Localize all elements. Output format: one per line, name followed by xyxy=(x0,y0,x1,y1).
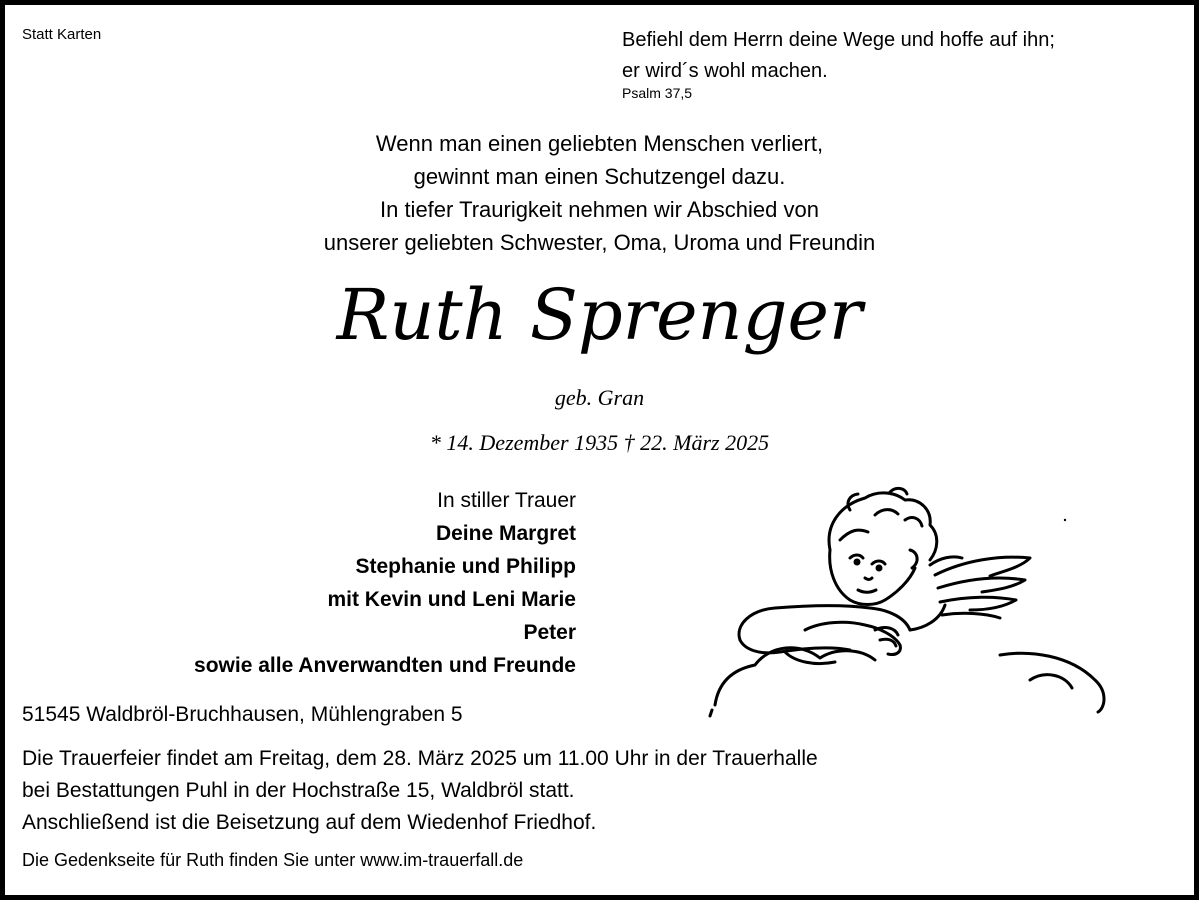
intro-line: Wenn man einen geliebten Menschen verliert, xyxy=(375,131,824,156)
deceased-name: Ruth Sprenger xyxy=(336,274,863,356)
psalm-line: Befiehl dem Herrn deine Wege und hoffe auf ihn; xyxy=(622,29,1055,51)
mourners-list xyxy=(194,484,576,682)
intro-line: In tiefer Traurigkeit nehmen wir Abschied von xyxy=(379,197,819,222)
mourner-name: Peter xyxy=(523,621,576,644)
ceremony-line: Die Trauerfeier findet am Freitag, dem 28. März 2025 um 11.00 Uhr in der Trauerhalle xyxy=(22,747,818,770)
mourner-name: sowie alle Anverwandten und Freunde xyxy=(194,654,576,677)
ceremony-line: bei Bestattungen Puhl in der Hochstraße 15, Waldbröl statt. xyxy=(22,779,575,802)
mourners-lead: In stiller Trauer xyxy=(437,489,576,512)
statt-karten-label: Statt Karten xyxy=(22,26,102,43)
life-dates: * 14. Dezember 1935 † 22. März 2025 xyxy=(429,430,770,455)
ceremony-line: Anschließend ist die Beisetzung auf dem Wiedenhof Friedhof. xyxy=(22,811,597,834)
mourner-name: mit Kevin und Leni Marie xyxy=(327,588,576,611)
intro-line: unserer geliebten Schwester, Oma, Uroma und Freundin xyxy=(323,230,876,255)
address: 51545 Waldbröl-Bruchhausen, Mühlengraben 5 xyxy=(22,703,463,726)
cherub-angel-icon xyxy=(700,480,1120,720)
intro-text xyxy=(0,127,1199,259)
intro-line: gewinnt man einen Schutzengel dazu. xyxy=(413,164,786,189)
birth-name: geb. Gran xyxy=(554,385,645,410)
mourner-name: Deine Margret xyxy=(435,522,576,545)
psalm-reference: Psalm 37,5 xyxy=(622,85,693,101)
mourner-name: Stephanie und Philipp xyxy=(355,555,576,578)
ceremony-details xyxy=(22,743,818,839)
psalm-verse xyxy=(622,25,1055,87)
memorial-page-note: Die Gedenkseite für Ruth finden Sie unter www.im-trauerfall.de xyxy=(22,850,524,870)
psalm-line: er wird´s wohl machen. xyxy=(622,60,828,82)
